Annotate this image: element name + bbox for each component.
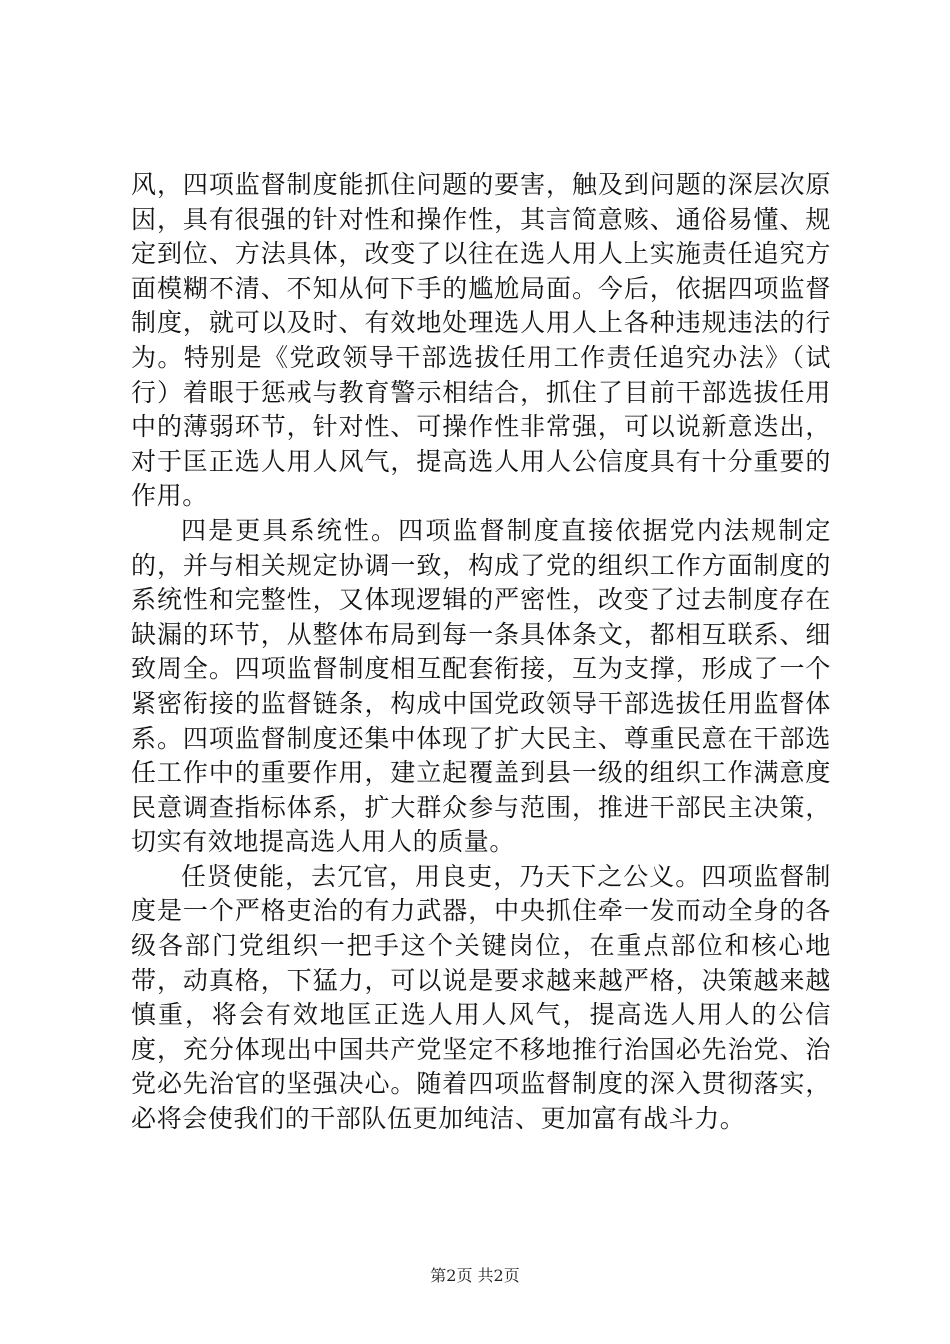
page-number: 第2页 共2页: [430, 1266, 520, 1285]
paragraph-continuation: 风，四项监督制度能抓住问题的要害，触及到问题的深层次原因，具有很强的针对性和操作性，其言简意赅、通俗易懂、规定到位、方法具体，改变了以往在选人用人上实施责任追究方面模糊不清、不知从何下手的尴尬局面。今后，依据四项监督制度，就可以及时、有效地处理选人用人上各种违规违法的行为。特别是《党政领导干部选拔任用工作责任追究办法》（试行）着眼于惩戒与教育警示相结合，抓住了目前干部选拔任用中的薄弱环节，针对性、可操作性非常强，可以说新意迭出，对于匡正选人用人风气，提高选人用人公信度具有十分重要的作用。: [131, 170, 831, 511]
paragraph-conclusion: 任贤使能，去冗官，用良吏，乃天下之公义。四项监督制度是一个严格吏治的有力武器，中央抓住牵一发而动全身的各级各部门党组织一把手这个关键岗位，在重点部位和核心地带，动真格，下猛力，可以说是要求越来越严格，决策越来越慎重，将会有效地匡正选人用人风气，提高选人用人的公信度，充分体现出中国共产党坚定不移地推行治国必先治党、治党必先治官的坚强决心。随着四项监督制度的深入贯彻落实，必将会使我们的干部队伍更加纯洁、更加富有战斗力。: [131, 861, 831, 1134]
paragraph-systematic: 四是更具系统性。四项监督制度直接依据党内法规制定的，并与相关规定协调一致，构成了党的组织工作方面制度的系统性和完整性，又体现逻辑的严密性，改变了过去制度存在缺漏的环节，从整体布局到每一条具体条文，都相互联系、细致周全。四项监督制度相互配套衔接，互为支撑，形成了一个紧密衔接的监督链条，构成中国党政领导干部选拔任用监督体系。四项监督制度还集中体现了扩大民主、尊重民意在干部选任工作中的重要作用，建立起覆盖到县一级的组织工作满意度民意调查指标体系，扩大群众参与范围，推进干部民主决策，切实有效地提高选人用人的质量。: [131, 515, 831, 857]
page-footer: [0, 1266, 950, 1286]
document-body: [131, 168, 831, 1137]
